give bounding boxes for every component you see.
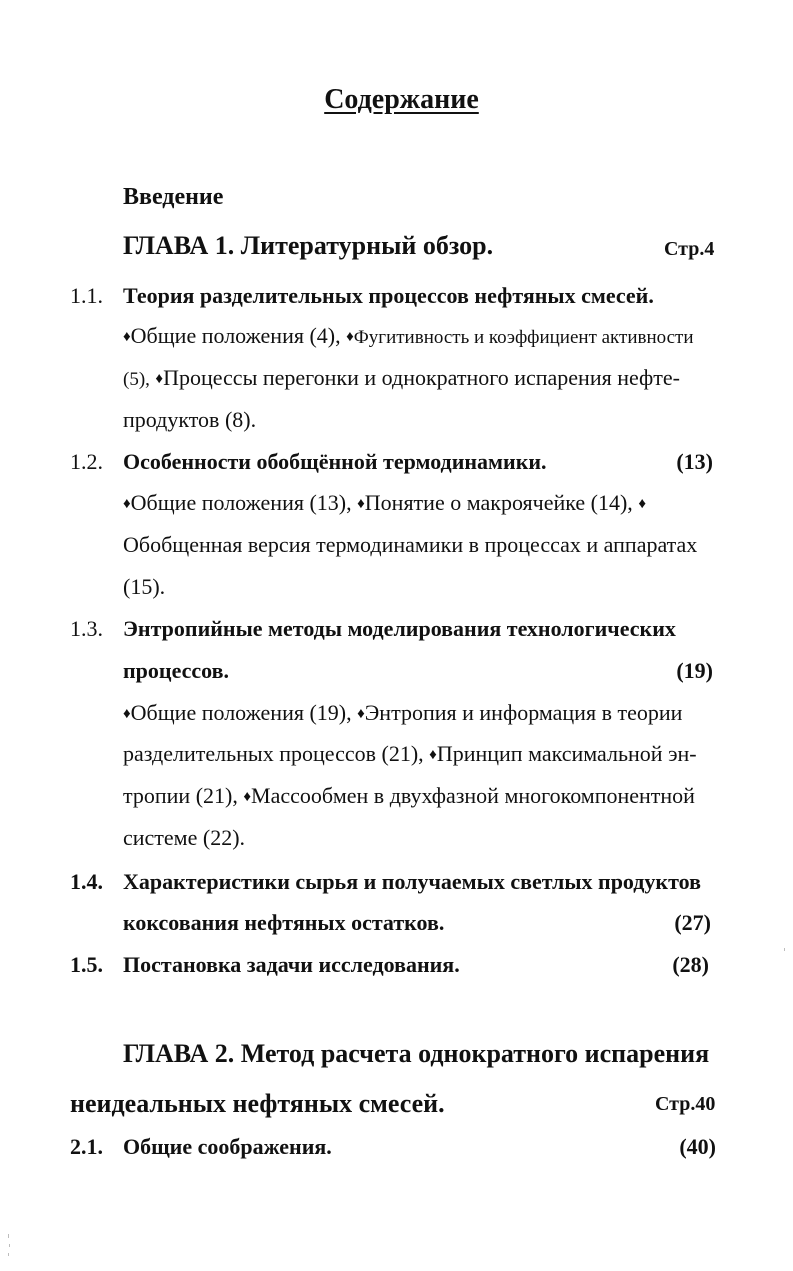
chapter-2-page: Стр.40 bbox=[655, 1093, 716, 1115]
section-1-1-desc-line-2: (5), ♦Процессы перегонки и однократного испарения нефте- bbox=[123, 365, 680, 390]
section-1-3-desc-line-2: разделительных процессов (21), ♦Принцип максимальной эн- bbox=[123, 741, 697, 766]
section-1-5-page: (28) bbox=[672, 952, 709, 977]
section-1-3-desc-line-3: тропии (21), ♦Массообмен в двухфазной многокомпонентной bbox=[123, 783, 695, 808]
section-1-3-page: (19) bbox=[676, 658, 713, 683]
section-1-1-number: 1.1. bbox=[70, 283, 103, 308]
section-1-2-desc-line-3: (15). bbox=[123, 574, 166, 599]
section-1-3-number: 1.3. bbox=[70, 616, 103, 641]
section-1-2-title: Особенности обобщённой термодинамики. bbox=[123, 449, 547, 474]
section-1-4-title-line-2: коксования нефтяных остатков. bbox=[123, 910, 445, 935]
chapter-2-title-line-1: ГЛАВА 2. Метод расчета однократного испарения bbox=[123, 1039, 710, 1068]
toc-introduction: Введение bbox=[123, 184, 224, 210]
section-1-1-desc-line-1: ♦Общие положения (4), ♦Фугитивность и коэффициент активности bbox=[123, 323, 694, 348]
scan-speck bbox=[8, 1234, 9, 1238]
chapter-1-page: Стр.4 bbox=[664, 238, 715, 260]
section-1-5-number: 1.5. bbox=[70, 952, 103, 977]
section-1-5-title: Постановка задачи исследования. bbox=[123, 952, 460, 977]
bullet-icon: ♦ bbox=[357, 496, 365, 512]
scan-speck bbox=[784, 948, 785, 951]
page-title: Содержание bbox=[324, 84, 479, 115]
section-2-1-title: Общие соображения. bbox=[123, 1134, 332, 1159]
section-1-1-desc-line-3: продуктов (8). bbox=[123, 407, 257, 432]
bullet-icon: ♦ bbox=[357, 706, 365, 722]
section-1-3-desc-line-4: системе (22). bbox=[123, 825, 246, 850]
scan-speck bbox=[8, 1253, 9, 1256]
section-1-2-desc-line-2: Обобщенная версия термодинамики в процессах и аппаратах bbox=[123, 532, 698, 557]
section-1-4-number: 1.4. bbox=[70, 869, 103, 894]
bullet-icon: ♦ bbox=[123, 329, 131, 345]
bullet-icon: ♦ bbox=[123, 496, 131, 512]
section-2-1-page: (40) bbox=[679, 1134, 716, 1159]
section-1-2-page: (13) bbox=[676, 449, 713, 474]
section-1-3-title-line-1: Энтропийные методы моделирования технологических bbox=[123, 616, 676, 641]
section-1-3-desc-line-1: ♦Общие положения (19), ♦Энтропия и информация в теории bbox=[123, 700, 683, 725]
section-1-2-desc-line-1: ♦Общие положения (13), ♦Понятие о макроячейке (14), ♦ bbox=[123, 490, 646, 515]
bullet-icon: ♦ bbox=[123, 706, 131, 722]
section-1-4-page: (27) bbox=[674, 910, 711, 935]
bullet-icon: ♦ bbox=[243, 789, 252, 805]
bullet-icon: ♦ bbox=[429, 747, 437, 763]
section-1-1-title: Теория разделительных процессов нефтяных смесей. bbox=[123, 283, 654, 308]
section-1-3-title-line-2: процессов. bbox=[123, 658, 229, 683]
chapter-2-title-line-2: неидеальных нефтяных смесей. bbox=[70, 1089, 445, 1118]
section-2-1-number: 2.1. bbox=[70, 1134, 103, 1159]
scan-speck bbox=[9, 1244, 10, 1247]
bullet-icon: ♦ bbox=[638, 496, 646, 512]
chapter-1-title: ГЛАВА 1. Литературный обзор. bbox=[123, 231, 494, 260]
bullet-icon: ♦ bbox=[155, 371, 164, 387]
section-1-2-number: 1.2. bbox=[70, 449, 103, 474]
section-1-4-title-line-1: Характеристики сырья и получаемых светлых продуктов bbox=[123, 869, 701, 894]
bullet-icon: ♦ bbox=[346, 329, 354, 345]
